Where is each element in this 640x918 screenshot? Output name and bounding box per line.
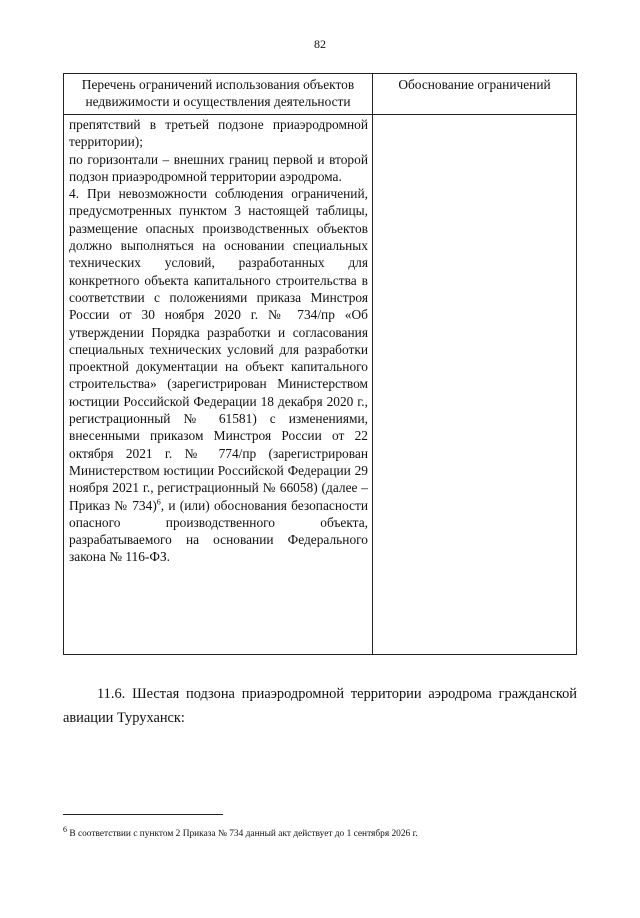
page-number: 82 bbox=[314, 37, 326, 51]
cell-paragraph-3-text: 4. При невозможности соблюдения ограничений, предусмотренных пунктом 3 настоящей таблицы, размещение опасных производственных объектов должно выполняться на основании специальных технических условий, разработанных для конкретного объекта капитального строительства в соответствии с положениями приказа Минстроя России от 30 ноября 2020 г. № 734/пр «Об утверждении Порядка разработки и согласования специальных технических условий для разработки проектной документации на объект капитального строительства» (зарегистрирован Министерством юстиции Российской Федерации 18 декабря 2020 г., регистрационный № 61581) с изменениями, внесенными приказом Минстроя России от 22 октября 2021 г. № 774/пр (зарегистрирован Министерством юстиции Российской Федерации 29 ноября 2021 г., регистрационный № 66058) (далее – Приказ № 734) bbox=[69, 186, 368, 513]
footnote-text: В соответствии с пунктом 2 Приказа № 734 данный акт действует до 1 сентября 2026 г. bbox=[67, 829, 418, 839]
justification-cell bbox=[373, 115, 577, 655]
table-row bbox=[64, 115, 577, 655]
restrictions-cell bbox=[64, 115, 373, 655]
table-header-row bbox=[64, 74, 577, 115]
footnote bbox=[63, 824, 577, 840]
cell-paragraph-3 bbox=[69, 185, 368, 566]
footnote-ref[interactable]: 6 bbox=[156, 497, 161, 507]
header-justification: Обоснование ограничений bbox=[373, 74, 577, 115]
section-heading-paragraph: 11.6. Шестая подзона приаэродромной территории аэродрома гражданской авиации Туруханск: bbox=[63, 686, 577, 726]
restrictions-table bbox=[63, 73, 577, 655]
cell-paragraph-3-tail: , и (или) обоснования безопасности опасного производственного объекта, разрабатываемого на основании Федерального закона № 116-ФЗ. bbox=[69, 497, 368, 565]
cell-paragraph-2: по горизонтали – внешних границ первой и второй подзон приаэродромной территории аэродрома. bbox=[69, 151, 368, 184]
footnote-divider bbox=[63, 814, 223, 815]
footnote-marker: 6 bbox=[63, 824, 67, 834]
cell-paragraph-1: препятствий в третьей подзоне приаэродромной территории); bbox=[69, 117, 368, 150]
header-restrictions-list: Перечень ограничений использования объектов недвижимости и осуществления деятельности bbox=[64, 74, 373, 115]
